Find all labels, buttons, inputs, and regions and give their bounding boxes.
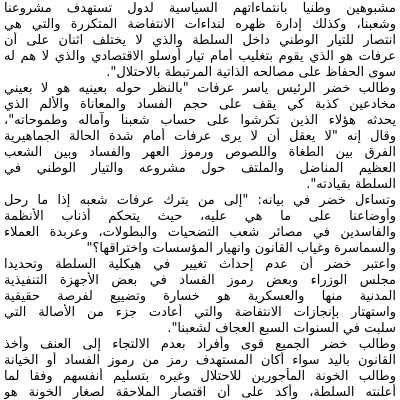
text-line: يحدثه هؤلاء الذين تكرشوا على حساب شعبنا وآماله وطموحاته"، (4, 113, 396, 128)
text-line: القانون باليد سواء أكان المستهدف رمز من رموز الفساد أو الخيانة (4, 353, 396, 368)
text-line: سوى الحفاظ على مصالحه الذاتية المرتبطة بالاحتلال". (106, 65, 396, 80)
text-line: واستهتار بإنجازات الانتفاضة والتي أعادت جزء من الأصالة التي (4, 305, 396, 320)
text-line: وأوضاعنا على ما هي عليه، حيث يتحكم أذناب الأنظمة (4, 209, 396, 224)
text-line: وقال إنه "لا يعقل أن لا يرى عرفات أمام شدة الحالة الجماهيرية (4, 129, 396, 144)
text-line: وشعبنا، وكذلك إدارة ظهره لنداءات الانتفاضة المتكررة والتي هي (4, 17, 396, 32)
text-line: سلبت في السنوات السبع العجاف لشعبنا". (167, 321, 396, 336)
text-line: المدنية منها والعسكرية هو خسارة وتضييع لفرصة حقيقية (4, 289, 396, 304)
text-line: عرفات هو الذي يقوم بتغليب أمام تيار أوسلو الاقتصادي والذي لا هم له (4, 49, 396, 64)
text-line: انتصار للتيار الوطني داخل السلطة والذي لا يختلف اثنان على أن (4, 33, 396, 48)
text-line: واعتبر خضر أن عدم إحداث تغيير في هيكلية السلطة وتحديدا (4, 257, 396, 272)
text-line: السلطة بقيادته". (306, 177, 396, 192)
text-line: وتساءل خضر في بيانه: "إلى من يترك عرفات شعبه إذا ما رحل (4, 193, 396, 208)
text-line: والفاسدين في مصائر شعب التضحيات والبطولات، وعربدة العملاء (4, 225, 396, 240)
text-line: وطالب خضر الرئيس ياسر عرفات "بالنظر حوله بعينيه هو لا بعيني (4, 81, 396, 96)
text-line: وطالب خضر الجميع قوى وأفراد بعدم الالتجاء إلى العنف وأخذ (4, 337, 396, 352)
text-line: والسماسرة وغياب القانون وانهيار المؤسسات واختراقها؟" (86, 241, 396, 256)
text-line: وطالب الخونة المأجورين للاحتلال وغيره بتسليم أنفسهم وفقا لما (4, 369, 396, 384)
text-line: العظيم المناضل والملتف حول مشروعه والتيار الوطني في (4, 161, 396, 176)
text-line: أعلنته السلطة، وأكد على أن اقتصار الملاحقة لصغار الخونة هو (4, 385, 396, 400)
text-line: مجلس الوزراء وبعض رموز الفساد في بعض الأجهزة التنفيذية (4, 273, 396, 288)
text-line: مشبوهين وطنيا بانتماءاتهم السياسية لدول تستهدف مشروعنا (4, 1, 396, 16)
text-line: مخادعين كذبة كي يقف على حجم الفساد والمعاناة والألم الذي (4, 97, 396, 112)
text-line: الفرق بين الطغاة واللصوص ورموز العهر والفساد وبين الشعب (4, 145, 396, 160)
